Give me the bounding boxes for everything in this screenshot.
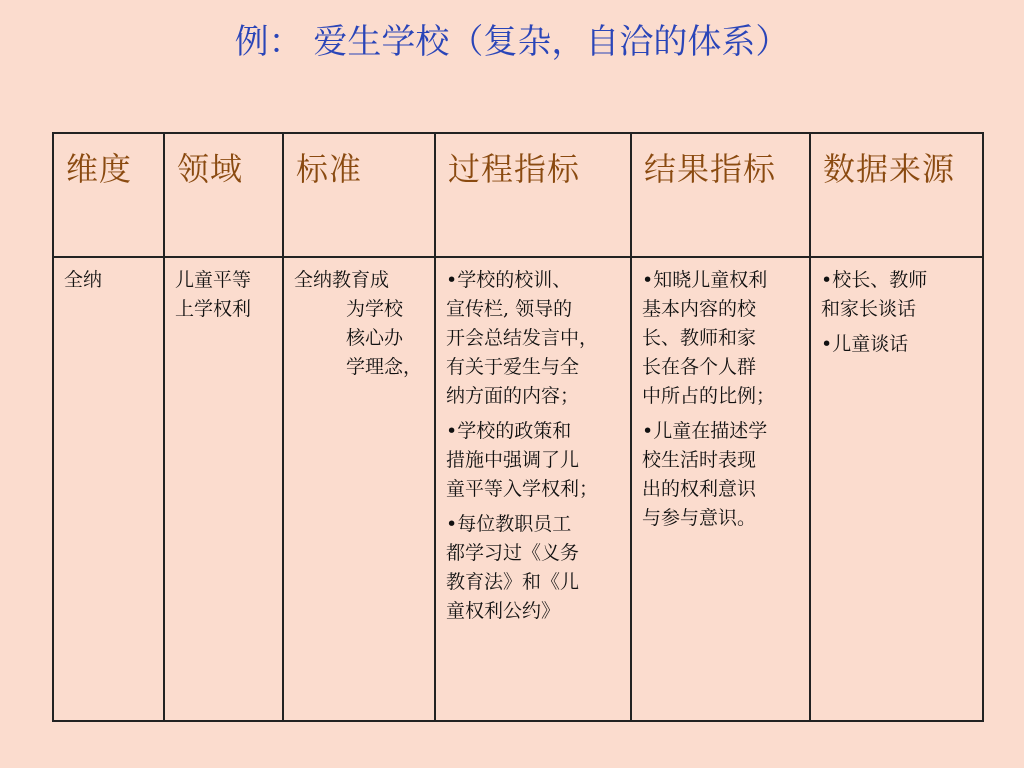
- domain-line: 儿童平等: [175, 269, 252, 291]
- process-line: 措施中强调了儿: [446, 449, 580, 471]
- cell-process-indicators: [435, 257, 631, 721]
- result-item: [642, 266, 803, 411]
- header-dimension: 维度: [53, 133, 164, 257]
- process-item: [446, 417, 624, 504]
- domain-line: 上学权利: [175, 298, 252, 320]
- cell-result-indicators: [631, 257, 810, 721]
- result-line: 中所占的比例；: [642, 385, 776, 407]
- process-item: [446, 510, 624, 626]
- header-domain: 领域: [164, 133, 283, 257]
- process-line: 都学习过《义务: [446, 542, 580, 564]
- result-line: •知晓儿童权利: [642, 269, 768, 291]
- process-line: 宣传栏, 领导的: [446, 298, 573, 320]
- process-line: •学校的政策和: [446, 420, 572, 442]
- cell-dimension: [53, 257, 164, 721]
- result-line: 长、教师和家: [642, 327, 757, 349]
- result-line: 校生活时表现: [642, 449, 757, 471]
- source-line: 和家长谈话: [821, 298, 917, 320]
- cell-domain: [164, 257, 283, 721]
- process-line: 有关于爱生与全: [446, 356, 580, 378]
- process-line: 开会总结发言中，: [446, 327, 599, 349]
- result-line: 出的权利意识: [642, 478, 757, 500]
- cell-data-sources: [810, 257, 983, 721]
- source-item: [821, 266, 976, 324]
- source-item: [821, 330, 976, 359]
- header-process-indicators: 过程指标: [435, 133, 631, 257]
- result-line: 长在各个人群: [642, 356, 757, 378]
- table-header-row: [53, 133, 983, 257]
- process-line: 教育法》和《儿: [446, 571, 580, 593]
- header-standard: 标准: [283, 133, 435, 257]
- result-line: 与参与意识。: [642, 507, 757, 529]
- slide-title: 例： 爱生学校（复杂，自洽的体系）: [234, 22, 790, 62]
- process-line: 纳方面的内容；: [446, 385, 580, 407]
- process-line: •学校的校训、: [446, 269, 572, 291]
- standard-line: 为学校: [346, 298, 404, 320]
- process-line: •每位教职员工: [446, 513, 572, 535]
- result-item: [642, 417, 803, 533]
- result-line: 基本内容的校: [642, 298, 757, 320]
- header-result-indicators: 结果指标: [631, 133, 810, 257]
- source-line: •儿童谈话: [821, 333, 909, 355]
- result-line: •儿童在描述学: [642, 420, 768, 442]
- process-line: 童平等入学权利；: [446, 478, 599, 500]
- indicator-table: [52, 132, 984, 722]
- table-row: [53, 257, 983, 721]
- standard-line: 学理念，: [346, 356, 423, 378]
- process-line: 童权利公约》: [446, 600, 561, 622]
- cell-standard: [283, 257, 435, 721]
- source-line: •校长、教师: [821, 269, 928, 291]
- dimension-text: 全纳: [64, 269, 103, 291]
- process-item: [446, 266, 624, 411]
- header-data-sources: 数据来源: [810, 133, 983, 257]
- standard-line: 全纳教育成: [294, 269, 390, 291]
- standard-line: 核心办: [346, 327, 404, 349]
